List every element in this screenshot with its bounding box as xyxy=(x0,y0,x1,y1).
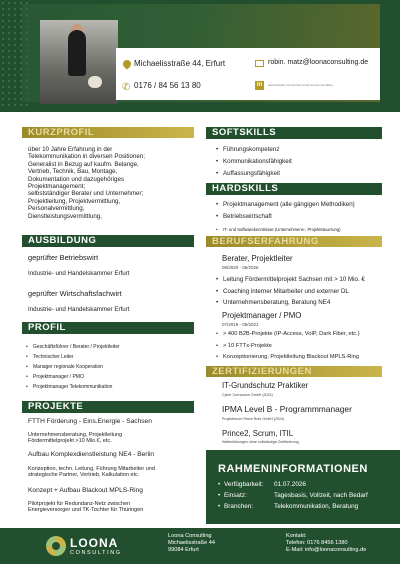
projekt-desc: Pilotprojekt für Redundanz-Netz zwischen Energieversorger und TK-Tochter für Thüringen xyxy=(28,501,144,514)
projekt-desc: Unternehmensberatung, Projektleitung Fördermittelprojekt >10 Mio.€, etc. xyxy=(28,432,123,445)
institution-1: Industrie- und Handelskammer Erfurt xyxy=(28,270,130,277)
projekt-desc: Konzeption, techn. Leitung, Führung Mitarbeiter und strategische Partner, Vertrieb, Kalkulation etc. xyxy=(28,466,155,479)
cert-name: IT-Grundschutz Praktiker xyxy=(222,381,309,390)
hardskill-item: • Betriebswirtschaft xyxy=(223,213,272,220)
linkedin-link[interactable]: www.linkedin.com/in/robin-matz-loona-consulting xyxy=(268,83,333,87)
footer-company: Loona Consulting xyxy=(168,533,212,539)
job-item: • > 400 B2B-Projekte (IP-Access, VoIP, Dark Fiber, etc.) xyxy=(223,331,360,338)
rahmen-label: Verfügbarkeit: xyxy=(224,481,264,488)
softskill-item: • Kommunikationsfähigkeit xyxy=(223,158,292,165)
profil-item: • Projektmanager Telekommunikation xyxy=(33,384,112,391)
job-item: • Unternehmensberatung, Beratung NE4 xyxy=(223,299,330,306)
kurzprofil-title: KURZPROFIL xyxy=(28,127,95,138)
degree-1: geprüfter Betriebswirt xyxy=(28,253,99,262)
softskill-item: • Auffassungsfähigkeit xyxy=(223,170,280,177)
rahmen-label: Einsatz: xyxy=(224,492,247,499)
projekt-title: FTTH Förderung - Eins.Energie - Sachsen xyxy=(28,418,152,425)
phone-icon: ✆ xyxy=(122,82,131,93)
hardskill-item: • IT- und Softwarekenntnisse (Unternehmens-, Projektsteuerung) xyxy=(223,226,341,233)
footer xyxy=(0,528,400,564)
logo-subtext: CONSULTING xyxy=(70,550,122,556)
zertifizierungen-title: ZERTIFIZIERUNGEN xyxy=(212,366,312,377)
cert-issuer: Projektforum Rhein Ruhr GmbH (2024) xyxy=(222,417,285,421)
rahmeninformationen-box xyxy=(206,450,400,524)
job-item: • Leitung Fördermittelprojekt Sachsen mit > 10 Mio. € xyxy=(223,276,365,283)
profil-item: • Geschäftsführer / Berater / Projektleiter xyxy=(33,344,120,351)
email-link[interactable]: robin. matz@loonaconsulting.de xyxy=(268,59,369,66)
footer-contact-label: Kontakt: xyxy=(286,533,307,539)
bullet-icon: • xyxy=(218,503,221,510)
footer-email[interactable]: E-Mail: info@loonaconsulting.de xyxy=(286,547,367,553)
profil-item: • Manager regionale Kooperation xyxy=(33,364,103,371)
logo-text: LOONA xyxy=(70,536,119,550)
profile-photo xyxy=(40,20,118,104)
footer-city: 99084 Erfurt xyxy=(168,547,199,553)
mail-icon xyxy=(255,60,264,67)
footer-street: Michaelisstraße 44 xyxy=(168,540,215,546)
profil-item: • Technischer Leiter xyxy=(33,354,74,361)
cert-issuer: Cyber Curriculum GmbH (2024) xyxy=(222,393,273,397)
job-period: 07/2019 - 06/2021 xyxy=(222,322,259,327)
hardskills-title: HARDSKILLS xyxy=(212,183,279,194)
projekte-title: PROJEKTE xyxy=(28,401,84,412)
kurzprofil-text: über 10 Jahre Erfahrung in der Telekommunikation in diversen Positionen; Generalist in Bezug auf kaufm. Belange, Vertrieb, Technik, Bau, Montage, Dokumentation und dazugehöriges Projektmanagement; selbstständiger Berater und Unternehmer; Projektleitung, Projektvermittlung, Personalvermittlung, Dienstleistungsvermittlung, xyxy=(28,146,145,220)
footer-phone: Telefon: 0176 8456 1380 xyxy=(286,540,348,546)
cert-name: IPMA Level B - Programmmanager xyxy=(222,404,352,414)
softskill-item: • Führungskompetenz xyxy=(223,146,279,153)
location-pin-icon xyxy=(121,58,132,69)
berufserfahrung-title: BERUFSERFAHRUNG xyxy=(212,236,319,247)
hardskill-item: • Projektmanagement (alle gängigen Methodiken) xyxy=(223,201,355,208)
job-item: • Coaching interner Mitarbeiter und externer DL xyxy=(223,288,349,295)
bullet-icon: • xyxy=(218,481,221,488)
linkedin-icon: in xyxy=(256,82,263,88)
job-title: Berater, Projektleiter xyxy=(222,254,293,263)
rahmen-value: Tagesbasis, Vollzeit, nach Bedarf xyxy=(274,492,368,499)
cert-issuer: Weiterbildungen ohne vollständige Zertifizierung xyxy=(222,440,299,444)
ausbildung-title: AUSBILDUNG xyxy=(28,235,97,246)
profil-item: • Projektmanager / PMO xyxy=(33,374,84,381)
phone-text: 0176 / 84 56 13 80 xyxy=(134,81,201,90)
institution-2: Industrie- und Handelskammer Erfurt xyxy=(28,306,130,313)
degree-2: geprüfter Wirtschaftsfachwirt xyxy=(28,289,122,298)
header-banner xyxy=(0,0,400,112)
projekt-title: Aufbau Komplexdienstleistung NE4 - Berlin xyxy=(28,451,155,458)
projekt-title: Konzept + Aufbau Blackout MPLS-Ring xyxy=(28,487,143,494)
job-item: • > 10 FTTx-Projekte xyxy=(223,343,272,350)
job-title: Projektmanager / PMO xyxy=(222,311,302,320)
cert-name: Prince2, Scrum, ITIL xyxy=(222,429,294,438)
softskills-title: SOFTSKILLS xyxy=(212,127,277,138)
rahmen-title: RAHMENINFORMATIONEN xyxy=(218,463,368,475)
rahmen-label: Branchen: xyxy=(224,503,254,510)
bullet-icon: • xyxy=(218,492,221,499)
job-period: 08/2020 - 06/2026 xyxy=(222,265,259,270)
rahmen-value: 01.07.2026 xyxy=(274,481,306,488)
profil-title: PROFIL xyxy=(28,322,66,333)
address-text: Michaelisstraße 44, Erfurt xyxy=(134,59,226,68)
contact-card xyxy=(116,48,380,100)
job-item: • Konzeptionierung, Projektleitung Blackout MPLS-Ring xyxy=(223,354,359,361)
loona-logo-icon xyxy=(46,536,66,556)
rahmen-value: Telekommunikation, Beratung xyxy=(274,503,359,510)
